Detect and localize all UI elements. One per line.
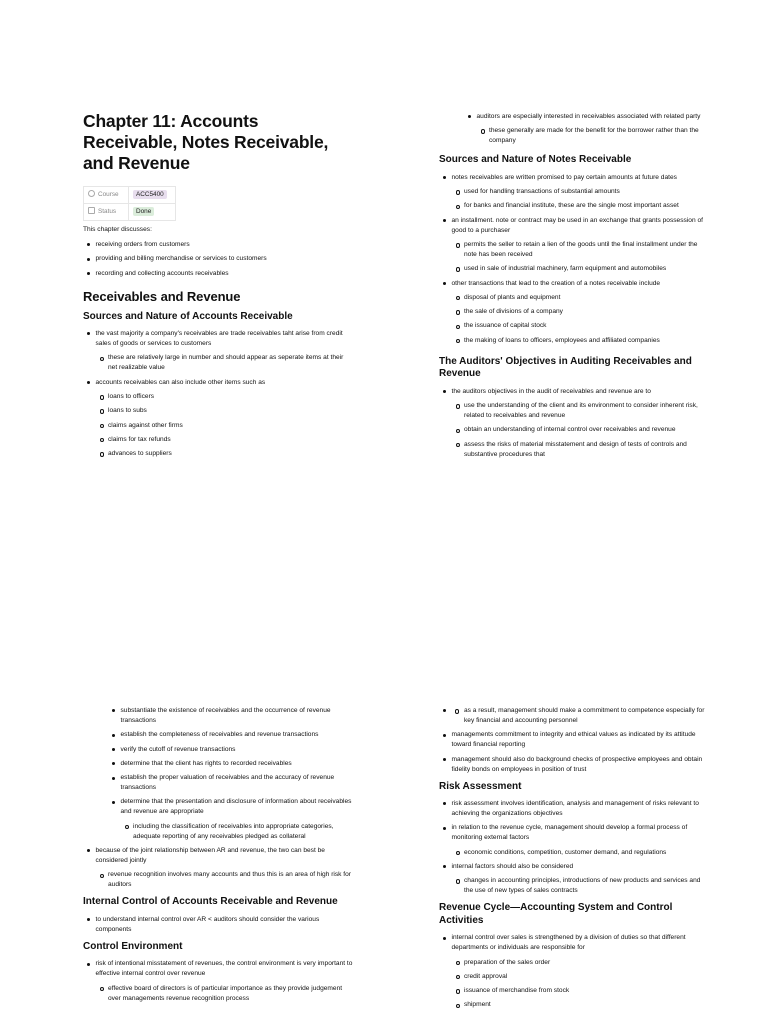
list-item: the auditors objectives in the audit of receivables and revenue are to use the understanding of the client and its environment to consider inherent risk, related to receivables and revenue obtain an understanding of internal control over receivables and revenue assess the risks of material misstatement and design of tests of controls and substantive procedures that xyxy=(439,387,707,460)
list-item: advances to suppliers xyxy=(96,449,354,459)
properties-table xyxy=(83,186,176,221)
notes-list xyxy=(439,173,707,346)
list-item: internal control over sales is strengthened by a division of duties so that different departments or individuals are responsible for preparation of the sales order credit approval issuance of merchandise from stock shipment xyxy=(439,933,707,1010)
page-title: Chapter 11: Accounts Receivable, Notes Receivable, and Revenue xyxy=(83,111,329,173)
list-item: internal factors should also be considered changes in accounting principles, introductions of new products and services and the use of new types of sales contracts xyxy=(439,862,707,896)
list-item: managements commitment to integrity and ethical values as indicated by its attitude toward financial reporting xyxy=(439,730,707,750)
list-item: an installment. note or contract may be used in an exchange that grants possession of good to a purchaser permits the seller to retain a lien of the goods until the final installment under the note has been received used in sale of industrial machinery, farm equipment and automobiles xyxy=(439,216,707,275)
list-item: receiving orders from customers xyxy=(83,240,353,250)
list-item: because of the joint relationship between AR and revenue, the two can best be considered jointly revenue recognition involves many accounts and thus this is an area of high risk for auditors xyxy=(83,846,353,890)
list-item: the vast majority a company's receivables are trade receivables taht arise from credit sales of goods or services to customers these are relatively large in number and should appear as seperate items at their net realizable value xyxy=(83,329,353,373)
list-item: management should also do background checks of prospective employees and obtain fidelity bonds on employees in position of trust xyxy=(439,755,707,775)
list-item: substantiate the existence of receivables and the occurrence of revenue transactions xyxy=(108,706,353,726)
control-environment-list xyxy=(83,959,353,1003)
list-item: use the understanding of the client and its environment to consider inherent risk, related to receivables and revenue xyxy=(452,401,708,421)
list-item: these are relatively large in number and should appear as seperate items at their net realizable value xyxy=(96,353,354,373)
list-item: shipment xyxy=(452,1000,708,1010)
heading-sources-notes: Sources and Nature of Notes Receivable xyxy=(439,154,632,166)
list-item: these generally are made for the benefit for the borrower rather than the company xyxy=(477,126,708,146)
list-item: auditors are especially interested in receivables associated with related party these generally are made for the benefit for the borrower rather than the company xyxy=(464,112,707,146)
list-item: determine that the presentation and disclosure of information about receivables and revenue are appropriate including the classification of receivables into appropriate categories, adequate reporting of any receivables pledged as collateral xyxy=(108,797,353,841)
heading-sources-ar: Sources and Nature of Accounts Receivable xyxy=(83,310,293,322)
bullet-icon xyxy=(455,709,459,713)
related-party-list xyxy=(439,112,707,146)
list-item: verify the cutoff of revenue transactions xyxy=(108,745,353,755)
commitment-list xyxy=(439,706,707,775)
list-item: used for handling transactions of substantial amounts xyxy=(452,187,708,197)
list-item: assess the risks of material misstatement and design of tests of controls and substantive procedures that xyxy=(452,440,708,460)
list-item: for banks and financial institute, these are the single most important asset xyxy=(452,201,708,211)
page-top-right xyxy=(439,112,707,464)
list-item: other transactions that lead to the creation of a notes receivable include disposal of plants and equipment the sale of divisions of a company the issuance of capital stock the making of loans to officers, employees and affiliated companies xyxy=(439,279,707,346)
property-row-course[interactable] xyxy=(84,187,176,204)
list-item: changes in accounting principles, introductions of new products and services and the use of new types of sales contracts xyxy=(452,876,708,896)
heading-receivables-revenue: Receivables and Revenue xyxy=(83,288,241,304)
objectives-list xyxy=(439,387,707,460)
list-item: obtain an understanding of internal control over receivables and revenue xyxy=(452,425,708,435)
list-item: recording and collecting accounts receivables xyxy=(83,269,353,279)
property-row-status[interactable] xyxy=(84,204,176,221)
heading-auditors-objectives: The Auditors' Objectives in Auditing Receivables and Revenue xyxy=(439,355,692,380)
list-item: effective board of directors is of particular importance as they provide judgement over managements revenue recognition process xyxy=(96,984,354,1004)
list-item: the issuance of capital stock xyxy=(452,321,708,331)
list-item: establish the proper valuation of receivables and the accuracy of revenue transactions xyxy=(108,773,353,793)
property-key: Course xyxy=(98,191,119,198)
list-item: risk of intentional misstatement of revenues, the control environment is very important to effective internal control over revenue effective board of directors is of particular importance as they provide judgement over managements revenue recognition process xyxy=(83,959,353,1003)
heading-internal-control: Internal Control of Accounts Receivable and Revenue xyxy=(83,896,338,908)
list-item: including the classification of receivables into appropriate categories, adequate reporting of any receivables pledged as collateral xyxy=(121,822,354,842)
list-item: permits the seller to retain a lien of the goods until the final installment under the note has been received xyxy=(452,240,708,260)
list-item: the sale of divisions of a company xyxy=(452,307,708,317)
heading-control-environment: Control Environment xyxy=(83,940,183,952)
page-top-left xyxy=(83,111,353,463)
circle-icon xyxy=(88,190,95,197)
list-item: economic conditions, competition, customer demand, and regulations xyxy=(452,848,708,858)
course-tag[interactable]: ACC5400 xyxy=(133,190,167,199)
list-item: the making of loans to officers, employees and affiliated companies xyxy=(452,336,708,346)
heading-risk-assessment: Risk Assessment xyxy=(439,780,522,792)
joint-list xyxy=(83,846,353,890)
page-bottom-left xyxy=(83,706,353,1008)
list-item: risk assessment involves identification, analysis and management of risks relevant to achieving the organizations objectives xyxy=(439,799,707,819)
list-item: as a result, management should make a commitment to competence especially for key financial and accounting personnel xyxy=(439,706,707,726)
page-bottom-right xyxy=(439,706,707,1015)
list-item: to understand internal control over AR < auditors should consider the various components xyxy=(83,915,353,935)
list-item: accounts receivables can also include other items such as loans to officers loans to subs claims against other firms claims for tax refunds advances to suppliers xyxy=(83,378,353,459)
property-key: Status xyxy=(98,208,117,215)
objectives-continued-list xyxy=(83,706,353,842)
list-item: loans to officers xyxy=(96,392,354,402)
status-tag[interactable]: Done xyxy=(133,207,154,216)
checkbox-icon xyxy=(88,207,95,214)
list-item: used in sale of industrial machinery, farm equipment and automobiles xyxy=(452,264,708,274)
revenue-cycle-list xyxy=(439,933,707,1010)
intro-list xyxy=(83,240,353,279)
heading-revenue-cycle: Revenue Cycle—Accounting System and Control Activities xyxy=(439,902,673,926)
list-item: credit approval xyxy=(452,972,708,982)
ar-list xyxy=(83,329,353,459)
list-item: preparation of the sales order xyxy=(452,958,708,968)
list-item: determine that the client has rights to recorded receivables xyxy=(108,759,353,769)
list-item: revenue recognition involves many accounts and thus this is an area of high risk for auditors xyxy=(96,870,354,890)
list-item: issuance of merchandise from stock xyxy=(452,986,708,996)
list-item: claims for tax refunds xyxy=(96,435,354,445)
list-item: in relation to the revenue cycle, management should develop a formal process of monitoring external factors economic conditions, competition, customer demand, and regulations xyxy=(439,823,707,857)
list-item: providing and billing merchandise or services to customers xyxy=(83,254,353,264)
intro-text: This chapter discusses: xyxy=(83,226,152,233)
list-item: establish the completeness of receivables and revenue transactions xyxy=(108,730,353,740)
list-item: loans to subs xyxy=(96,406,354,416)
list-item: disposal of plants and equipment xyxy=(452,293,708,303)
list-item: claims against other firms xyxy=(96,421,354,431)
internal-control-list xyxy=(83,915,353,935)
list-item: notes receivables are written promised to pay certain amounts at future dates used for handling transactions of substantial amounts for banks and financial institute, these are the single most important asset xyxy=(439,173,707,212)
risk-list xyxy=(439,799,707,896)
